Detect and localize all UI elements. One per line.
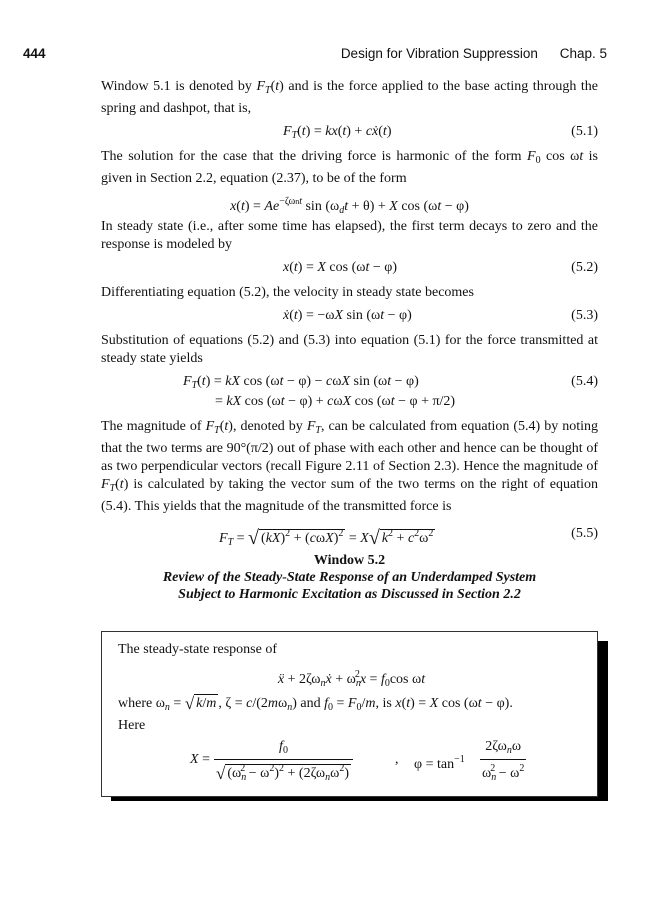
equation-5-3: ẋ(t) = −ωX sin (ωt − φ) (5.3) bbox=[101, 306, 598, 326]
window-amplitude-phase-equations: X = $f_0$ √ $(\omega_n^2 - \omega^2)^2 + (2\zeta\omega_n\omega^2)$ , $\varphi = \tan^{-1}$ $2\zeta\omega_n\omega$ $\omega_n^2 - \omega^2$ bbox=[190, 739, 525, 783]
equation-5-4-line-2: = kX cos (ωt − φ) + cωX cos (ωt − φ + π/2) bbox=[215, 394, 456, 409]
window-5-2-box bbox=[101, 631, 598, 797]
paragraph-steady-state: In steady state (i.e., after some time has elapsed), the first term decays to zero and the response is modeled by bbox=[101, 219, 598, 252]
window-title: Window 5.2 bbox=[313, 553, 386, 568]
window-subtitle-line-1: Review of the Steady-State Response of an Underdamped System bbox=[162, 570, 537, 585]
paragraph-harmonic-solution: The solution for the case that the driving force is harmonic of the form $F_0$ cos ωt is given in Section 2.2, equation (2.37), to be of the form bbox=[101, 149, 598, 186]
chapter-label: Chap. 5 bbox=[559, 46, 607, 61]
equation-number: (5.1) bbox=[571, 124, 598, 139]
window-where-line: where $\omega_n$ = √ k/m , $\zeta = c/(2m\omega_n)$ and $f_0 = F_0/m$, is x(t) = X cos (ωt − φ). bbox=[118, 694, 513, 713]
equation-5-4: $F_T(t)$ = kX cos (ωt − φ) − cωX sin (ωt − φ) (5.4) bbox=[183, 374, 598, 391]
equation-general-solution: $x(t) = Ae^{-\zeta\omega nt}$ $\sin (\omega_dt + \theta) + X$ cos (ωt − φ) bbox=[230, 196, 469, 216]
paragraph-differentiating: Differentiating equation (5.2), the velocity in steady state becomes bbox=[101, 285, 474, 300]
window-intro: The steady-state response of bbox=[118, 642, 277, 657]
equation-number: (5.4) bbox=[571, 374, 598, 389]
equation-number: (5.2) bbox=[571, 260, 598, 275]
equation-5-5: $F_T$ = √ $(kX)^2 + (c\omega X)^2 = X√$ $k^2 + c^2\omega^2$ (5.5) bbox=[219, 526, 598, 549]
equation-number: (5.5) bbox=[571, 526, 598, 541]
window-here: Here bbox=[118, 718, 146, 733]
window-subtitle-line-2: Subject to Harmonic Excitation as Discussed in Section 2.2 bbox=[178, 587, 521, 602]
running-title: Design for Vibration Suppression bbox=[340, 46, 538, 61]
page-number: 444 bbox=[23, 46, 46, 61]
window-equation-motion: ẍ + $2\zeta\omega_nẋ + \omega_n^2x = f_0\cos$ ωt bbox=[277, 669, 426, 689]
equation-5-1: $F_T(t) = kx(t)$ + cẋ(t) (5.1) bbox=[283, 124, 598, 141]
paragraph-magnitude: The magnitude of $F_T(t)$, denoted by $F_T$, can be calculated from equation (5.4) by noting that the two terms are 90°(π/2) out of phase with each other and hence can be thought of as two perpendicular vectors (recall Figure 2.11 of Section 2.3). Hence the magnitude of $F_T(t)$ is calculated by taking the vector sum of the two terms on the right of equation (5.4). This yields that the magnitude of the transmitted force is bbox=[101, 419, 599, 514]
paragraph-window-5-1: Window 5.1 is denoted by $F_T(t)$ and is the force applied to the base acting through the spring and dashpot, that is, bbox=[101, 79, 598, 116]
equation-5-2: x(t) = X cos (ωt − φ) (5.2) bbox=[101, 258, 598, 278]
equation-number: (5.3) bbox=[571, 308, 598, 323]
paragraph-substitution: Substitution of equations (5.2) and (5.3) into equation (5.1) for the force transmitted at steady state yields bbox=[101, 333, 598, 366]
page-header bbox=[23, 46, 607, 66]
running-header bbox=[341, 46, 607, 61]
page-body bbox=[101, 78, 598, 603]
